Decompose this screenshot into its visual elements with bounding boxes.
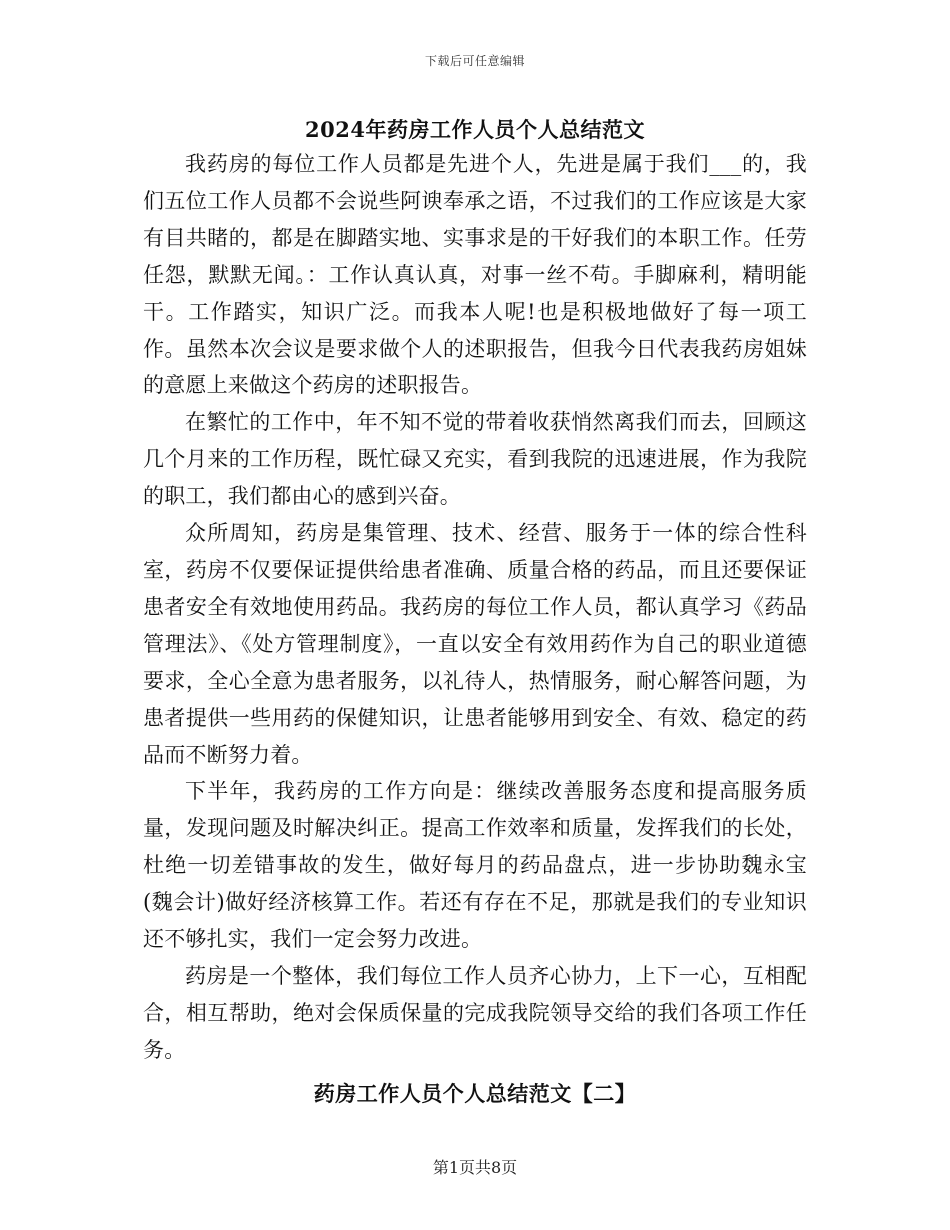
page-header: 下载后可任意编辑 <box>424 54 525 68</box>
section-subtitle: 药房工作人员个人总结范文【二】 <box>313 1081 637 1106</box>
page-number: 第1页共8页 <box>432 1158 518 1177</box>
document-body <box>143 146 807 1069</box>
paragraph: 众所周知，药房是集管理、技术、经营、服务于一体的综合性科室，药房不仅要保证提供给患者准确、质量合格的药品，而且还要保证患者安全有效地使用药品。我药房的每位工作人员，都认真学习《药品管理法》、《处方管理制度》，一直以安全有效用药作为自己的职业道德要求，全心全意为患者服务，以礼待人，热情服务，耐心解答问题，为患者提供一些用药的保健知识，让患者能够用到安全、有效、稳定的药品而不断努力着。 <box>143 521 807 767</box>
paragraph: 下半年，我药房的工作方向是：继续改善服务态度和提高服务质量，发现问题及时解决纠正。提高工作效率和质量，发挥我们的长处，杜绝一切差错事故的发生，做好每月的药品盘点，进一步协助魏永宝(魏会计)做好经济核算工作。若还有存在不足，那就是我们的专业知识还不够扎实，我们一定会努力改进。 <box>143 779 807 952</box>
paragraph: 我药房的每位工作人员都是先进个人，先进是属于我们___的，我们五位工作人员都不会说些阿谀奉承之语，不过我们的工作应该是大家有目共睹的，都是在脚踏实地、实事求是的干好我们的本职工作。任劳任怨，默默无闻。：工作认真认真，对事一丝不苟。手脚麻利，精明能干。工作踏实，知识广泛。而我本人呢!也是积极地做好了每一项工作。虽然本次会议是要求做个人的述职报告，但我今日代表我药房姐妹的意愿上来做这个药房的述职报告。 <box>143 152 807 398</box>
paragraph: 药房是一个整体，我们每位工作人员齐心协力，上下一心，互相配合，相互帮助，绝对会保质保量的完成我院领导交给的我们各项工作任务。 <box>143 963 807 1062</box>
paragraph: 在繁忙的工作中，年不知不觉的带着收获悄然离我们而去，回顾这几个月来的工作历程，既忙碌又充实，看到我院的迅速进展，作为我院的职工，我们都由心的感到兴奋。 <box>143 410 807 509</box>
document-title: 2024年药房工作人员个人总结范文 <box>305 117 645 142</box>
